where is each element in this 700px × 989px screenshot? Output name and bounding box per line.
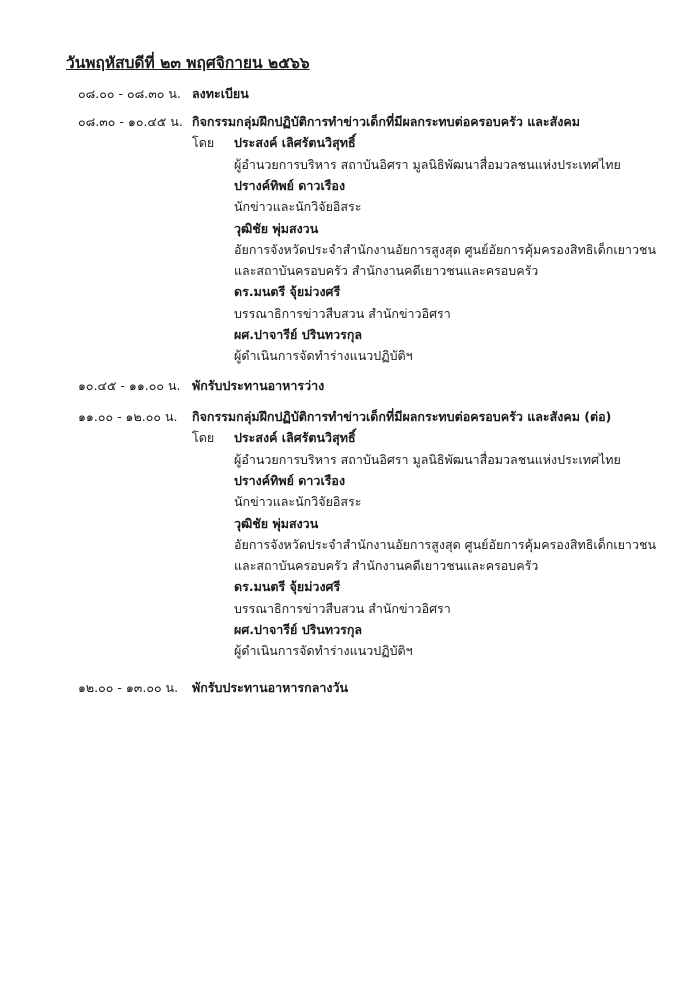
speaker-name: วุฒิชัย พุ่มสงวน	[234, 515, 319, 531]
speaker-name: ประสงค์ เลิศรัตนวิสุทธิ์	[234, 430, 356, 446]
speaker-name: ดร.มนตรี จุ้ยม่วงศรี	[234, 284, 341, 300]
speaker-role: และสถาบันครอบครัว สำนักงานคดีเยาวชนและครอบครัว	[234, 558, 539, 574]
session-time: ๐๘.๐๐ - ๐๘.๓๐ น.	[78, 86, 181, 101]
session-title: พักรับประทานอาหารว่าง	[192, 378, 325, 393]
speaker-name: ปรางค์ทิพย์ ดาวเรือง	[234, 177, 346, 193]
speaker-role: อัยการจังหวัดประจำสำนักงานอัยการสูงสุด ศูนย์อัยการคุ้มครองสิทธิเด็กเยาวชน	[234, 536, 657, 552]
speaker-role: บรรณาธิการข่าวสืบสวน สำนักข่าวอิศรา	[234, 600, 451, 616]
session-title: กิจกรรมกลุ่มฝึกปฏิบัติการทำข่าวเด็กที่มีผลกระทบต่อครอบครัว และสังคม (ต่อ)	[192, 409, 612, 424]
by-label: โดย	[192, 135, 215, 151]
session-title: พักรับประทานอาหารกลางวัน	[192, 680, 349, 695]
speaker-name: ประสงค์ เลิศรัตนวิสุทธิ์	[234, 135, 356, 151]
speaker-name: ปรางค์ทิพย์ ดาวเรือง	[234, 472, 346, 488]
speaker-role: อัยการจังหวัดประจำสำนักงานอัยการสูงสุด ศูนย์อัยการคุ้มครองสิทธิเด็กเยาวชน	[234, 241, 657, 257]
speaker-role: ผู้ดำเนินการจัดทำร่างแนวปฏิบัติฯ	[234, 643, 413, 659]
session-time: ๑๐.๔๕ - ๑๑.๐๐ น.	[78, 378, 181, 393]
speaker-role: นักข่าวและนักวิจัยอิสระ	[234, 199, 362, 215]
session-title: กิจกรรมกลุ่มฝึกปฏิบัติการทำข่าวเด็กที่มีผลกระทบต่อครอบครัว และสังคม	[192, 114, 580, 129]
speaker-role: ผู้อำนวยการบริหาร สถาบันอิศรา มูลนิธิพัฒนาสื่อมวลชนแห่งประเทศไทย	[234, 451, 621, 467]
date-heading: วันพฤหัสบดีที่ ๒๓ พฤศจิกายน ๒๕๖๖	[66, 54, 310, 72]
speaker-role: บรรณาธิการข่าวสืบสวน สำนักข่าวอิศรา	[234, 305, 451, 321]
speaker-name: ดร.มนตรี จุ้ยม่วงศรี	[234, 579, 341, 595]
speaker-role: ผู้อำนวยการบริหาร สถาบันอิศรา มูลนิธิพัฒนาสื่อมวลชนแห่งประเทศไทย	[234, 156, 621, 172]
session-title: ลงทะเบียน	[192, 86, 249, 101]
session-time: ๐๘.๓๐ - ๑๐.๔๕ น.	[78, 114, 183, 129]
session-time: ๑๒.๐๐ - ๑๓.๐๐ น.	[78, 680, 179, 695]
speaker-name: ผศ.ปาจารีย์ ปรินทวรกุล	[234, 622, 363, 637]
speaker-name: ผศ.ปาจารีย์ ปรินทวรกุล	[234, 327, 363, 342]
speaker-role: และสถาบันครอบครัว สำนักงานคดีเยาวชนและครอบครัว	[234, 263, 539, 279]
speaker-role: ผู้ดำเนินการจัดทำร่างแนวปฏิบัติฯ	[234, 348, 413, 364]
speaker-name: วุฒิชัย พุ่มสงวน	[234, 220, 319, 236]
speaker-role: นักข่าวและนักวิจัยอิสระ	[234, 494, 362, 510]
by-label: โดย	[192, 430, 215, 446]
session-time: ๑๑.๐๐ - ๑๒.๐๐ น.	[78, 409, 178, 424]
